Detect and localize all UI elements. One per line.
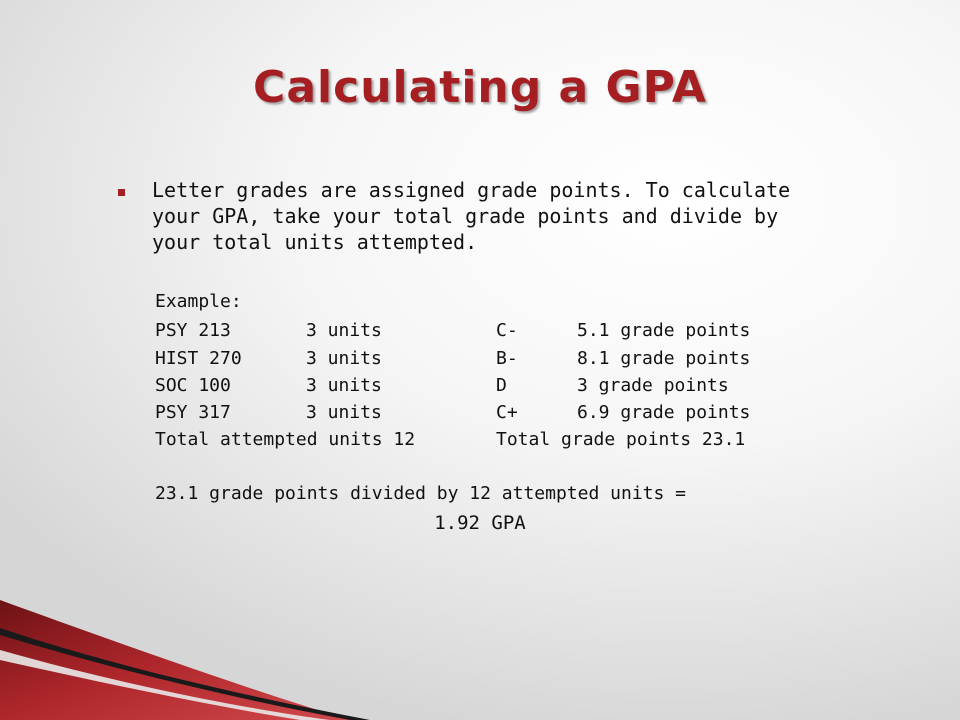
example-row (155, 348, 855, 372)
bullet-text: Letter grades are assigned grade points. To calculate your GPA, take your total grade points and divide by your total units attempted. (152, 178, 791, 254)
grade-cell: D (496, 375, 507, 396)
points-cell: 8.1 grade points (577, 348, 751, 369)
grade-cell: B- (496, 348, 518, 369)
slide-title: Calculating a GPA (253, 62, 707, 113)
grade-cell: C- (496, 320, 518, 341)
points-cell: 5.1 grade points (577, 320, 751, 341)
example-row (155, 375, 855, 399)
total-points: Total grade points 23.1 (496, 429, 746, 450)
gpa-result: 1.92 GPA (434, 512, 526, 534)
totals-row (155, 429, 855, 453)
points-cell: 3 grade points (577, 375, 729, 396)
units-cell: 3 units (306, 402, 382, 423)
points-cell: 6.9 grade points (577, 402, 751, 423)
grade-cell: C+ (496, 402, 518, 423)
course-cell: SOC 100 (155, 375, 231, 396)
units-cell: 3 units (306, 320, 382, 341)
calculation-text: 23.1 grade points divided by 12 attempted units = (155, 483, 687, 504)
units-cell: 3 units (306, 375, 382, 396)
course-cell: PSY 317 (155, 402, 231, 423)
course-cell: PSY 213 (155, 320, 231, 341)
example-heading: Example: (155, 291, 242, 312)
example-row (155, 320, 855, 344)
example-row (155, 402, 855, 426)
square-bullet-icon (118, 189, 125, 196)
course-cell: HIST 270 (155, 348, 242, 369)
units-cell: 3 units (306, 348, 382, 369)
total-units: Total attempted units 12 (155, 429, 416, 450)
